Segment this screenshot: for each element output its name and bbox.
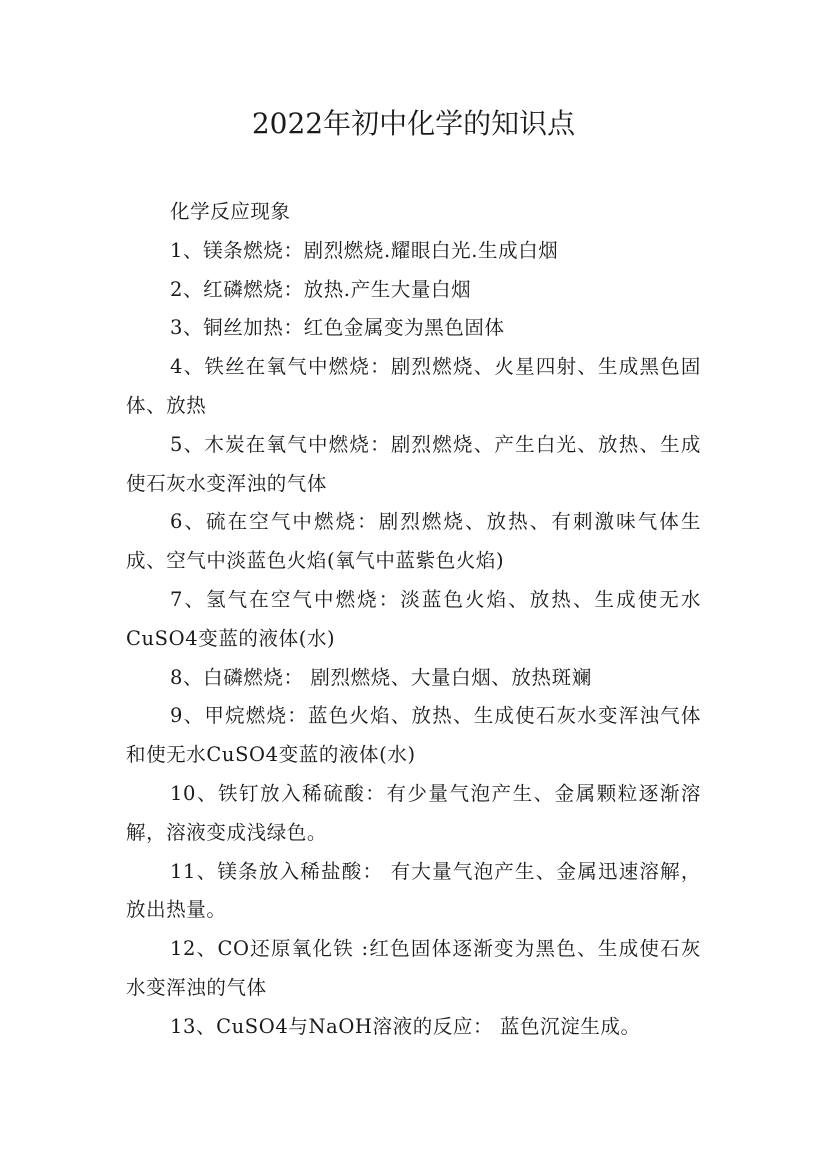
paragraph-5: 5、木炭在氧气中燃烧：剧烈燃烧、产生白光、放热、生成使石灰水变浑浊的气体 xyxy=(126,432,701,495)
paragraph-1: 1、镁条燃烧：剧烈燃烧.耀眼白光.生成白烟 xyxy=(170,238,559,262)
paragraph-6: 6、硫在空气中燃烧：剧烈燃烧、放热、有刺激味气体生成、空气中淡蓝色火焰(氧气中蓝紫色火焰) xyxy=(126,510,701,573)
paragraph-12: 12、CO还原氧化铁 :红色固体逐渐变为黑色、生成使石灰水变浑浊的气体 xyxy=(126,937,701,999)
paragraph-13: 13、CuSO4与NaOH溶液的反应： 蓝色沉淀生成。 xyxy=(170,1014,641,1038)
paragraph-11: 11、镁条放入稀盐酸： 有大量气泡产生、金属迅速溶解，放出热量。 xyxy=(126,859,701,922)
paragraph-4: 4、铁丝在氧气中燃烧：剧烈燃烧、火星四射、生成黑色固体、放热 xyxy=(126,355,701,417)
section-heading: 化学反应现象 xyxy=(170,200,291,223)
paragraph-9: 9、甲烷燃烧：蓝色火焰、放热、生成使石灰水变浑浊气体和使无水CuSO4变蓝的液体(水) xyxy=(126,704,701,767)
document-title: 2022年初中化学的知识点 xyxy=(251,107,576,140)
paragraph-8: 8、白磷燃烧： 剧烈燃烧、大量白烟、放热斑斓 xyxy=(170,665,592,689)
paragraph-2: 2、红磷燃烧：放热.产生大量白烟 xyxy=(170,277,472,301)
document-body xyxy=(126,193,701,1047)
paragraph-7: 7、氢气在空气中燃烧：淡蓝色火焰、放热、生成使无水CuSO4变蓝的液体(水) xyxy=(126,587,701,650)
paragraph-3: 3、铜丝加热：红色金属变为黑色固体 xyxy=(170,316,505,340)
paragraph-10: 10、铁钉放入稀硫酸：有少量气泡产生、金属颗粒逐渐溶解，溶液变成浅绿色。 xyxy=(126,781,701,844)
